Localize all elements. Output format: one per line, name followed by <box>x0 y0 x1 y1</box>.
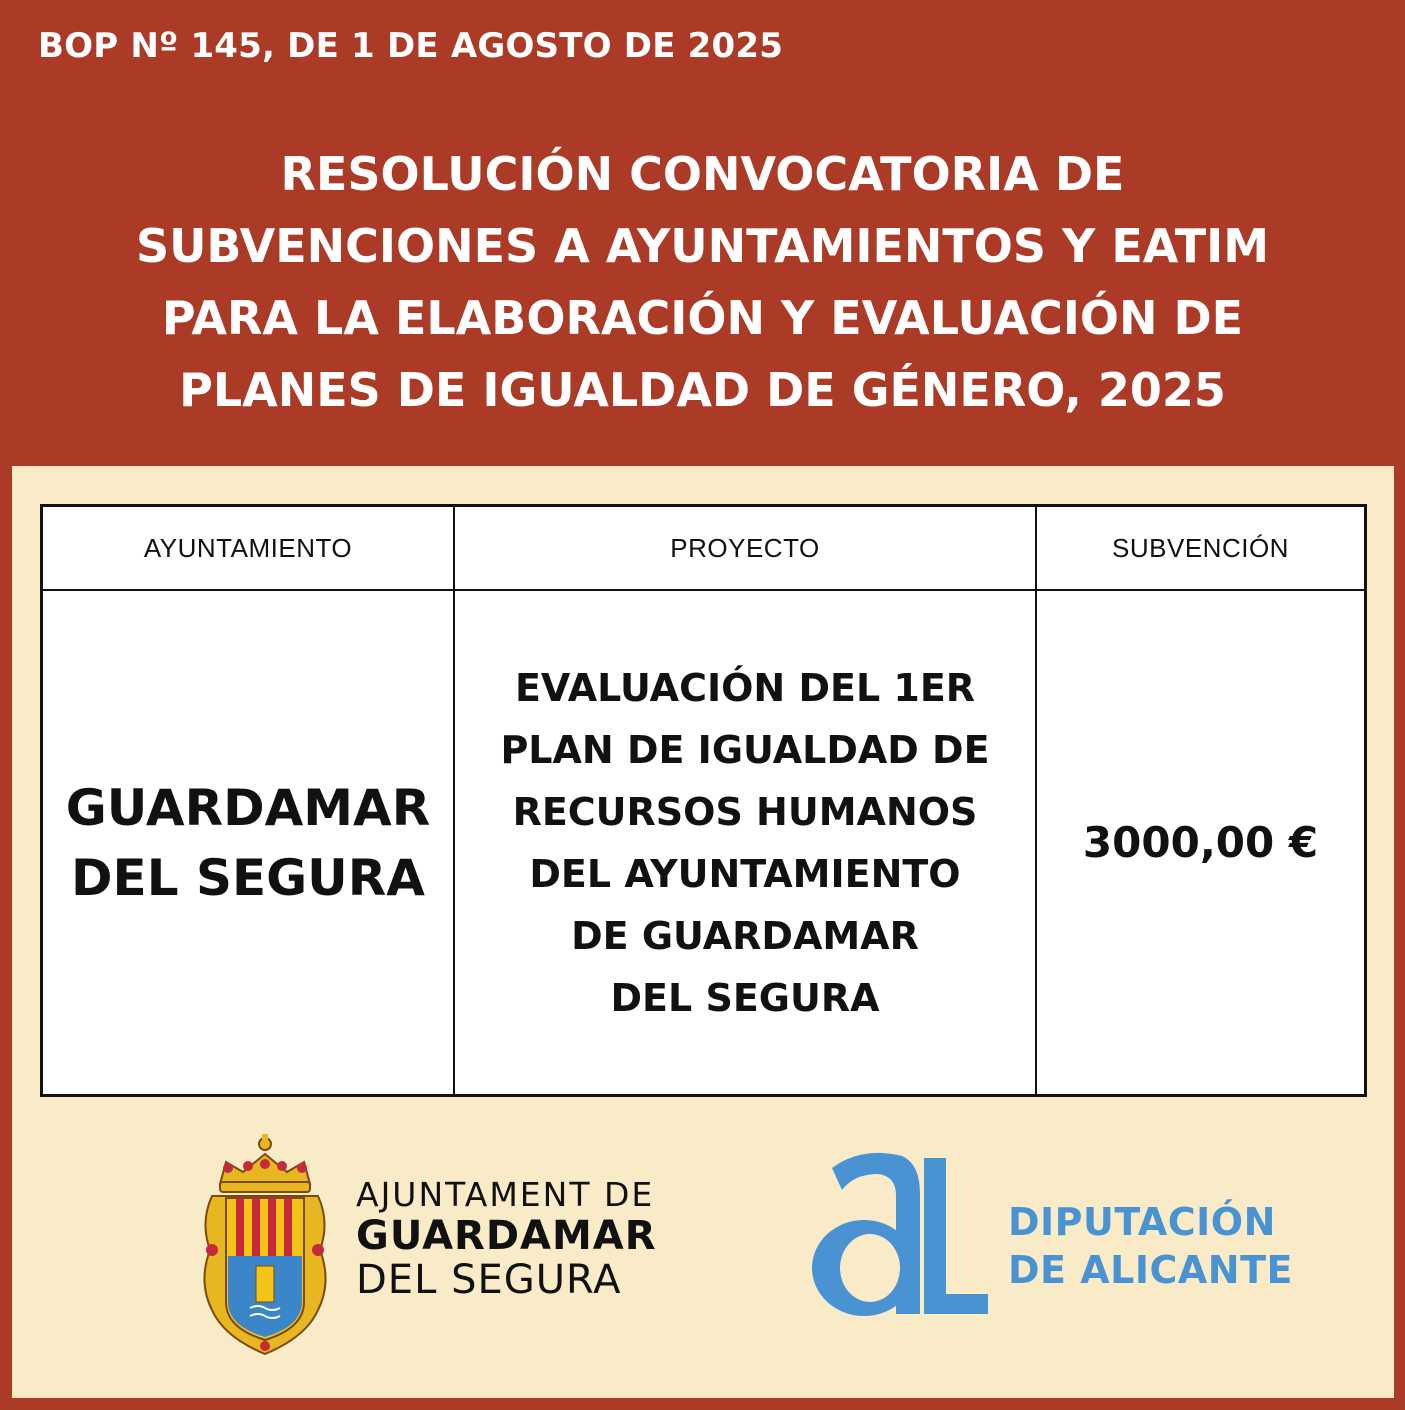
ayuntamiento-line: DEL SEGURA <box>71 848 425 907</box>
table-header-row <box>42 506 1366 591</box>
ajuntament-wordmark <box>356 1176 657 1302</box>
diputacion-al-logo-icon <box>802 1138 1002 1328</box>
proyecto-line: RECURSOS HUMANOS <box>512 789 978 834</box>
page-title <box>0 138 1405 426</box>
bulletin-reference: BOP Nº 145, DE 1 DE AGOSTO DE 2025 <box>38 26 784 66</box>
ajuntament-line: DEL SEGURA <box>356 1257 622 1303</box>
title-line: RESOLUCIÓN CONVOCATORIA DE <box>280 147 1125 201</box>
ajuntament-line: AJUNTAMENT DE <box>356 1175 655 1214</box>
cell-subvencion: 3000,00 € <box>1036 590 1366 1096</box>
content-panel <box>12 466 1394 1398</box>
cell-ayuntamiento <box>42 590 455 1096</box>
ajuntament-line: GUARDAMAR <box>356 1213 657 1259</box>
proyecto-line: DEL SEGURA <box>610 975 880 1020</box>
ayuntamiento-line: GUARDAMAR <box>65 778 431 837</box>
logos-footer <box>12 1126 1394 1366</box>
title-line: SUBVENCIONES A AYUNTAMIENTOS Y EATIM <box>135 219 1270 273</box>
diputacion-wordmark <box>1008 1198 1293 1294</box>
header-proyecto: PROYECTO <box>454 506 1036 591</box>
cell-proyecto <box>454 590 1036 1096</box>
diputacion-line: DIPUTACIÓN <box>1008 1200 1276 1244</box>
title-line: PLANES DE IGUALDAD DE GÉNERO, 2025 <box>179 363 1226 417</box>
proyecto-line: DE GUARDAMAR <box>571 913 919 958</box>
grant-table <box>40 504 1367 1097</box>
header-subvencion: SUBVENCIÓN <box>1036 506 1366 591</box>
table-row <box>42 590 1366 1096</box>
diputacion-line: DE ALICANTE <box>1008 1248 1293 1292</box>
title-line: PARA LA ELABORACIÓN Y EVALUACIÓN DE <box>161 291 1244 345</box>
header-ayuntamiento: AYUNTAMIENTO <box>42 506 455 591</box>
proyecto-line: PLAN DE IGUALDAD DE <box>500 727 990 772</box>
proyecto-line: DEL AYUNTAMIENTO <box>529 851 961 896</box>
coat-of-arms-icon <box>198 1132 332 1360</box>
proyecto-line: EVALUACIÓN DEL 1ER <box>514 665 976 710</box>
